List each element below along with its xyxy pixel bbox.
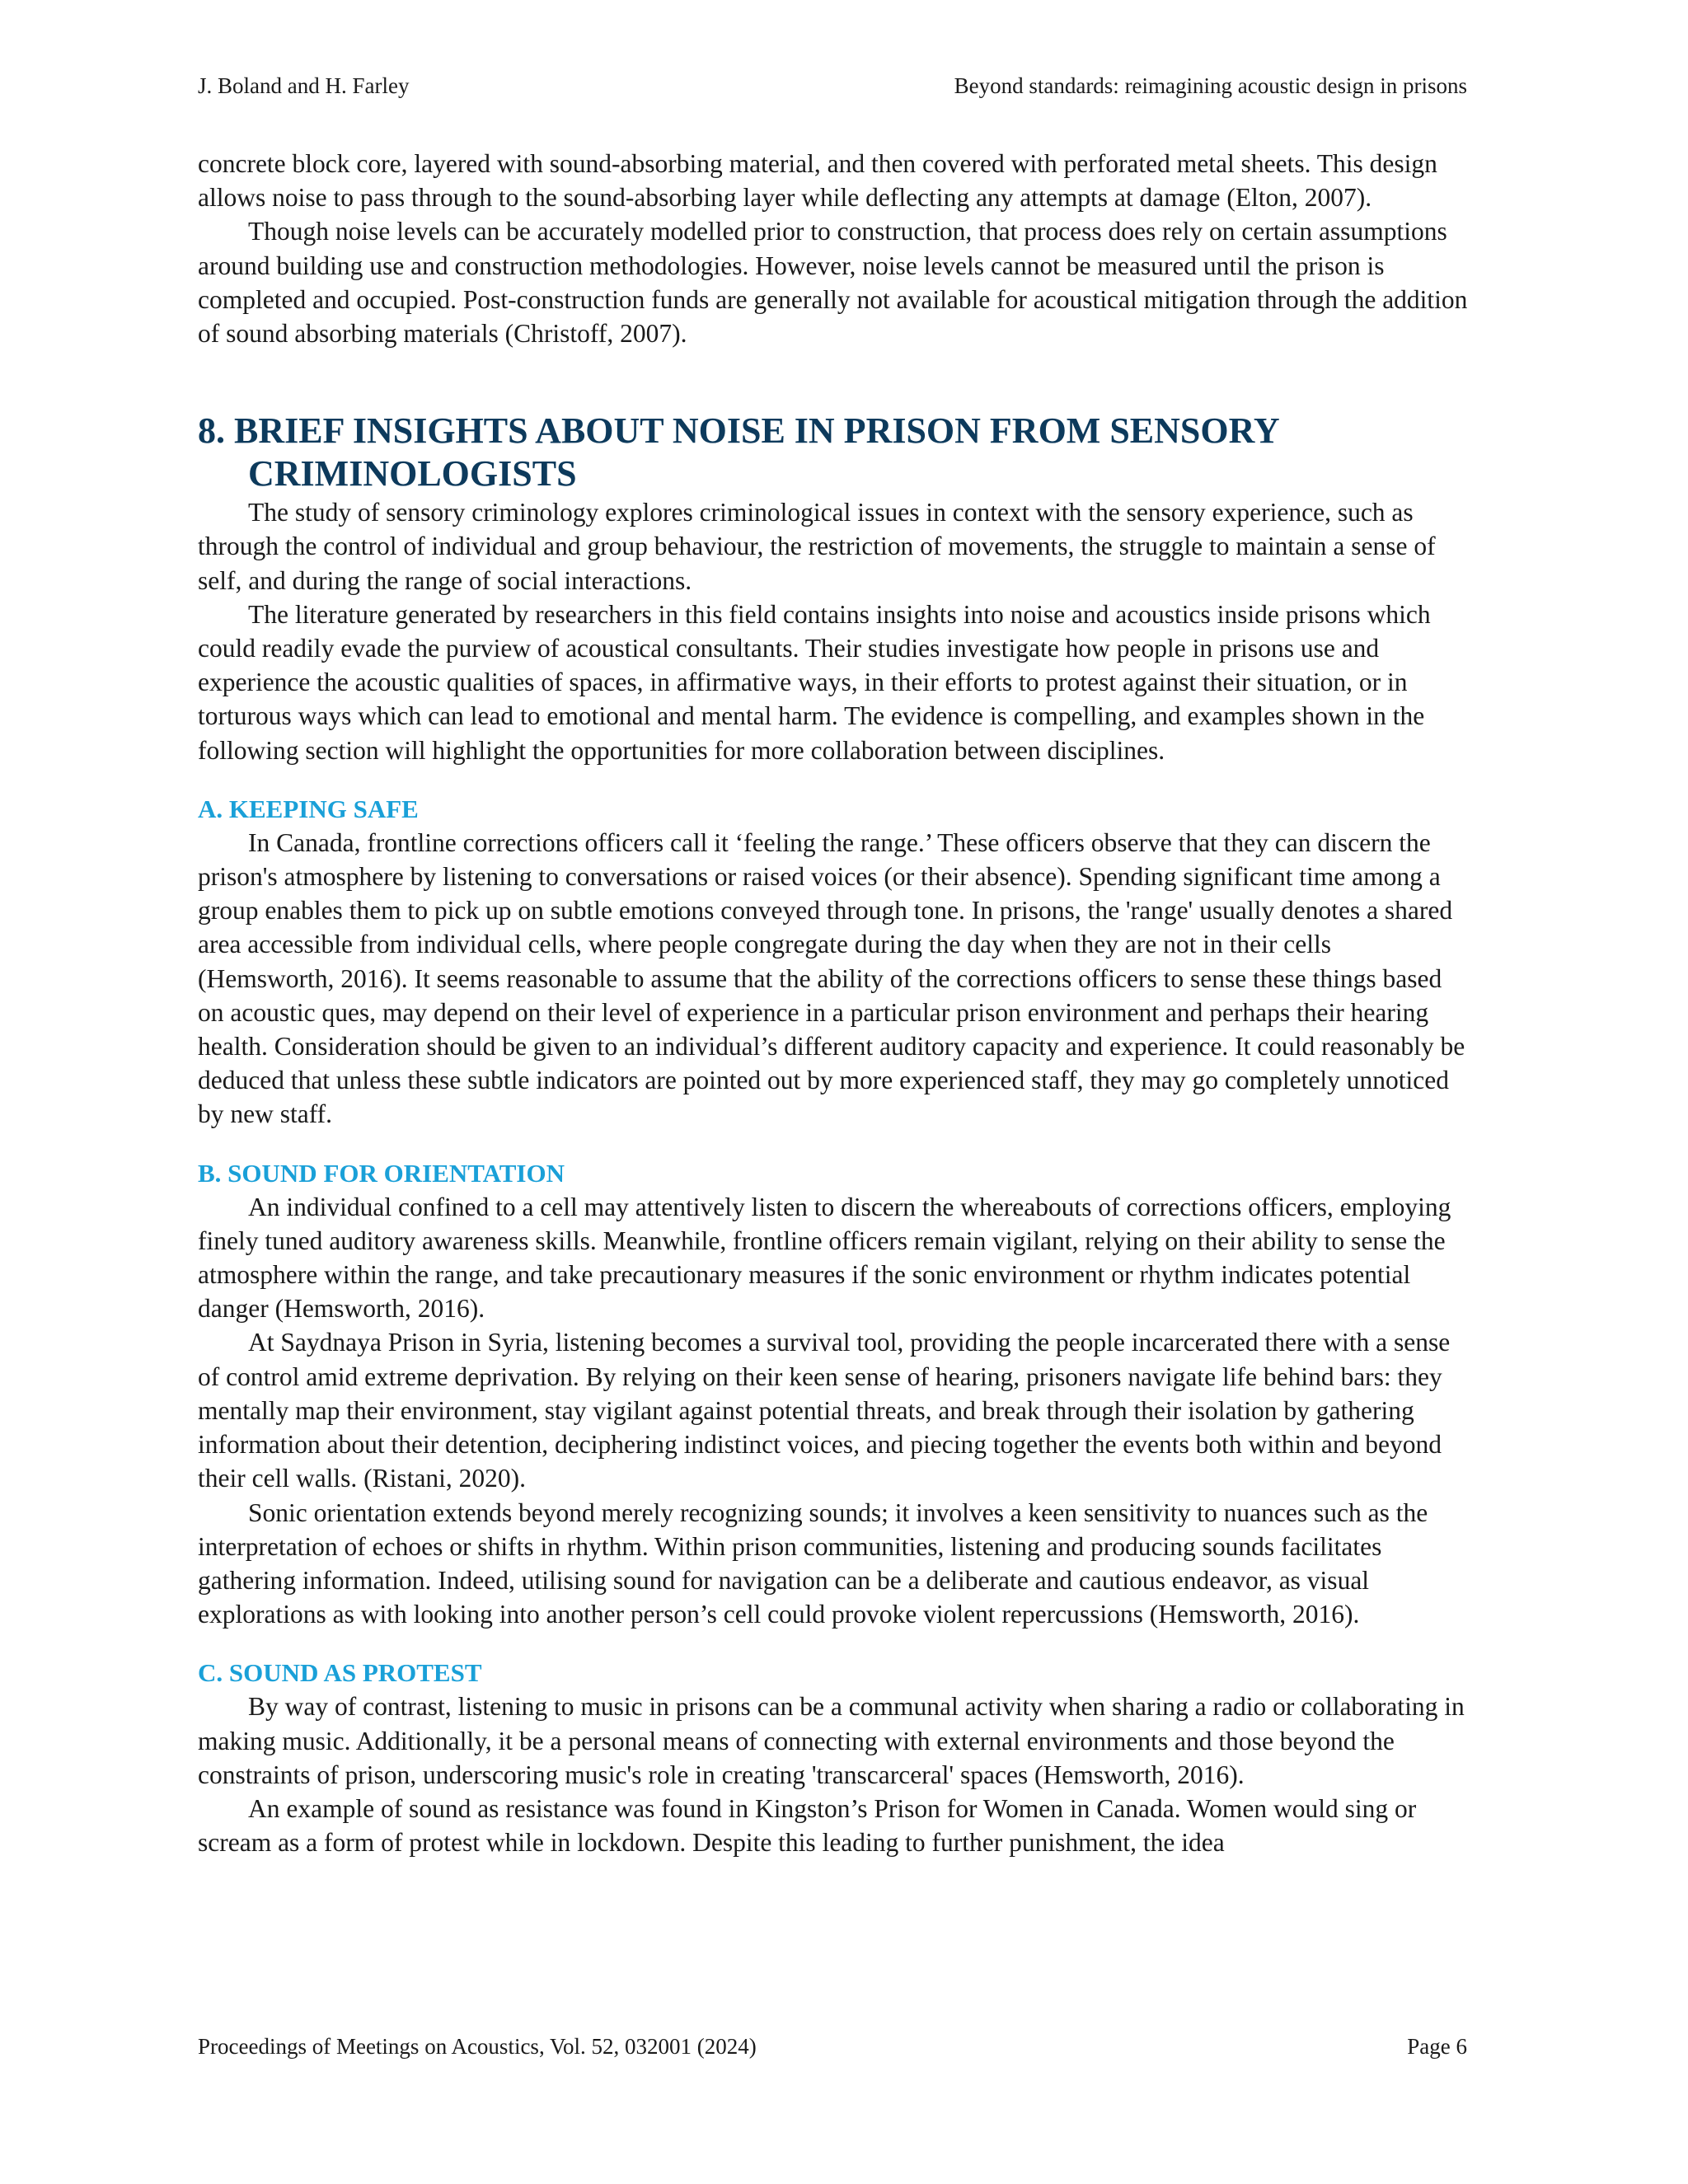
section-8-heading: 8. BRIEF INSIGHTS ABOUT NOISE IN PRISON FROM SENSORY CRIMINOLOGISTS bbox=[198, 410, 1278, 494]
paragraph-keeping-safe: In Canada, frontline corrections officers call it ‘feeling the range.’ These officers observe that they can discern the prison's atmosphere by listening to conversations or raised voices (or their absence). Spending significant time among a group enables them to pick up on subtle emotions conveyed through tone. In prisons, the 'range' usually denotes a shared area accessible from individual cells, where people congregate during the day when they are not in their cells (Hemsworth, 2016). It seems reasonable to assume that the ability of the corrections officers to sense these things based on acoustic ques, may depend on their level of experience in a particular prison environment and perhaps their hearing health. Consideration should be given to an individual’s different auditory capacity and experience. It could reasonably be deduced that unless these subtle indicators are pointed out by more experienced staff, they may go completely unnoticed by new staff. bbox=[198, 827, 1465, 1129]
running-header bbox=[198, 71, 1467, 104]
footer-citation: Proceedings of Meetings on Acoustics, Vol. 52, 032001 (2024) bbox=[198, 2034, 757, 2059]
paragraph-sensory-criminology: The study of sensory criminology explores criminological issues in context with the sensory experience, such as through the control of individual and group behaviour, the restriction of movements, the struggle to maintain a sense of self, and during the range of social interactions. bbox=[198, 498, 1436, 595]
header-authors: J. Boland and H. Farley bbox=[198, 73, 410, 98]
header-short-title: Beyond standards: reimagining acoustic design in prisons bbox=[954, 73, 1467, 98]
paragraph-protest-music: By way of contrast, listening to music in prisons can be a communal activity when sharing a radio or collaborating in making music. Additionally, it be a personal means of connecting with external environments and those beyond the constraints of prison, underscoring music's role in creating 'transcarceral' spaces (Hemsworth, 2016). bbox=[198, 1692, 1465, 1789]
paragraph-orientation-sonic: Sonic orientation extends beyond merely recognizing sounds; it involves a keen sensitivity to nuances such as the interpretation of echoes or shifts in rhythm. Within prison communities, listening and producing sounds facilitates gathering information. Indeed, utilising sound for navigation can be a deliberate and cautious endeavor, as visual explorations as with looking into another person’s cell could provoke violent repercussions (Hemsworth, 2016). bbox=[198, 1497, 1428, 1629]
running-footer bbox=[198, 2032, 1467, 2061]
paragraph-protest-kingston: An example of sound as resistance was found in Kingston’s Prison for Women in Canada. Women would sing or scream as a form of protest while in lockdown. Despite this leading to further punishment, the idea bbox=[198, 1793, 1417, 1858]
paragraph-intro-noise-modelling: Though noise levels can be accurately modelled prior to construction, that process does rely on certain assumptions around building use and construction methodologies. However, noise levels cannot be measured until the prison is completed and occupied. Post-construction funds are generally not available for acoustical mitigation through the addition of sound absorbing materials (Christoff, 2007). bbox=[198, 217, 1468, 349]
page-number: Page 6 bbox=[1407, 2034, 1467, 2059]
paragraph-literature: The literature generated by researchers in this field contains insights into noise and acoustics inside prisons which could readily evade the purview of acoustical consultants. Their studies investigate how people in prisons use and experience the acoustic qualities of spaces, in affirmative ways, in their efforts to protest against their situation, or in torturous ways which can lead to emotional and mental harm. The evidence is compelling, and examples shown in the following section will highlight the opportunities for more collaboration between disciplines. bbox=[198, 599, 1431, 765]
paragraph-orientation-1: An individual confined to a cell may attentively listen to discern the whereabouts of corrections officers, employing finely tuned auditory awareness skills. Meanwhile, frontline officers remain vigilant, relying on their ability to sense the atmosphere within the range, and take precautionary measures if the sonic environment or rhythm indicates potential danger (Hemsworth, 2016). bbox=[198, 1192, 1451, 1324]
paragraph-intro-continued: concrete block core, layered with sound-absorbing material, and then covered with perforated metal sheets. This design allows noise to pass through to the sound-absorbing layer while deflecting any attempts at damage (Elton, 2007). bbox=[198, 149, 1437, 213]
subsection-b-heading: B. SOUND FOR ORIENTATION bbox=[198, 1158, 565, 1188]
subsection-a-heading: A. KEEPING SAFE bbox=[198, 794, 419, 823]
paragraph-orientation-saydnaya: At Saydnaya Prison in Syria, listening becomes a survival tool, providing the people incarcerated there with a sense of control amid extreme deprivation. By relying on their keen sense of hearing, prisoners navigate life behind bars: they mentally map their environment, stay vigilant against potential threats, and break through their isolation by gathering information about their detention, deciphering indistinct voices, and piecing together the events both within and beyond their cell walls. (Ristani, 2020). bbox=[198, 1328, 1451, 1493]
subsection-c-heading: C. SOUND AS PROTEST bbox=[198, 1658, 482, 1688]
article-body bbox=[198, 147, 1470, 1859]
